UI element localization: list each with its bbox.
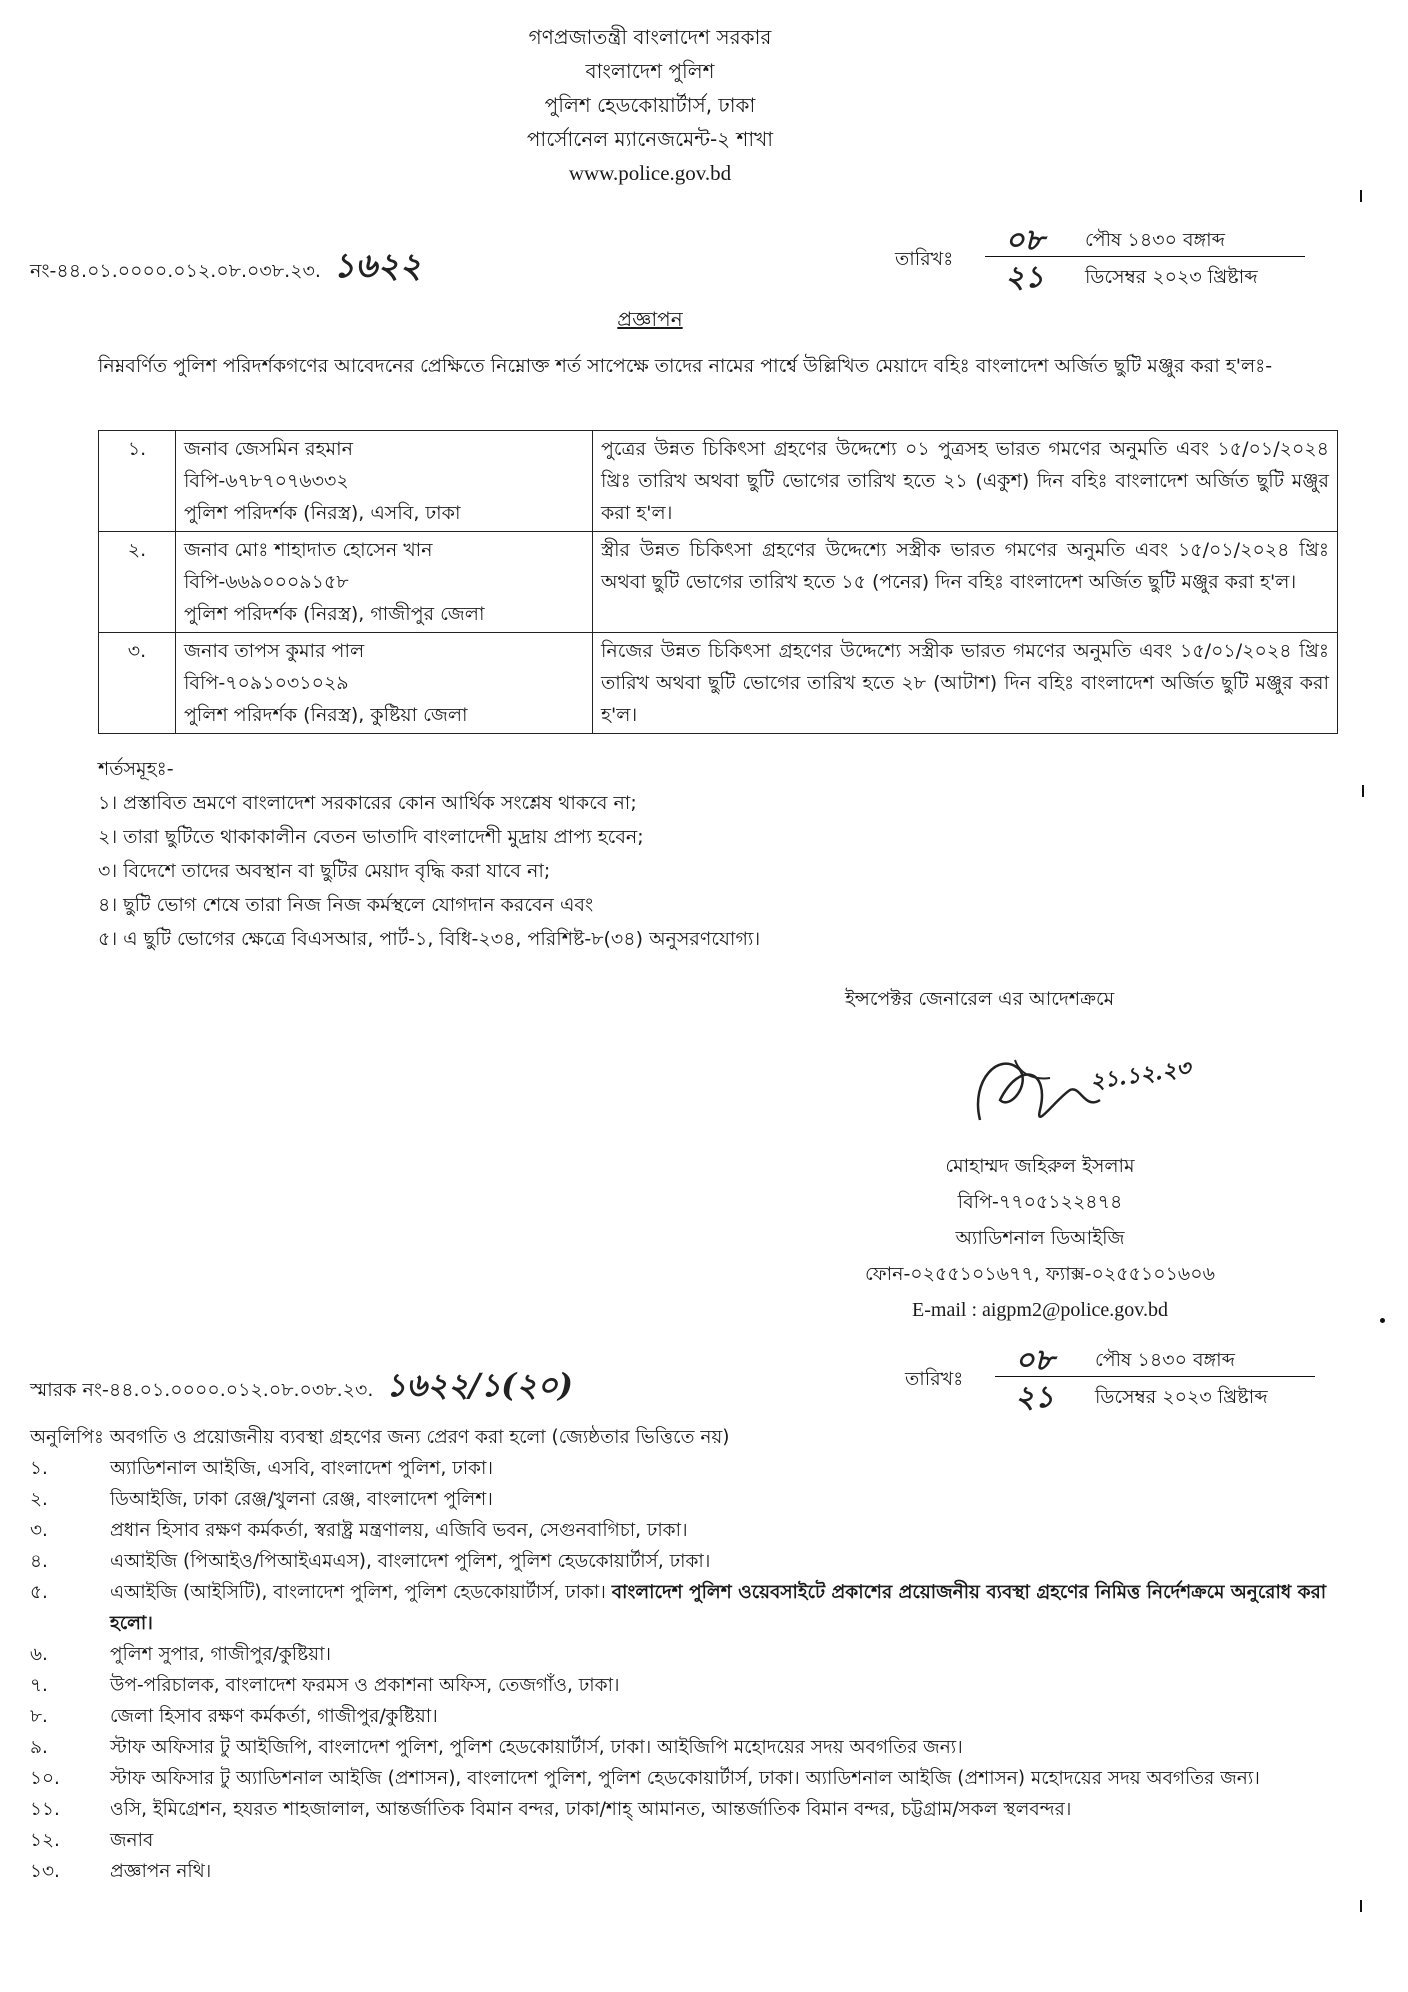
memo-date-bengali-text: পৌষ ১৪৩০ বঙ্গাব্দ xyxy=(1095,1349,1235,1371)
copy-distribution xyxy=(30,1422,1360,1887)
list-number: ৯. xyxy=(30,1737,48,1758)
list-item xyxy=(30,1763,1360,1794)
memo-number xyxy=(30,1360,573,1414)
scan-speck xyxy=(1360,190,1362,202)
list-item xyxy=(30,1515,1360,1546)
list-text: জনাব xyxy=(110,1830,154,1851)
table-row xyxy=(99,532,1338,633)
date-english-row xyxy=(985,257,1305,293)
list-item xyxy=(30,1701,1360,1732)
list-text: ওসি, ইমিগ্রেশন, হযরত শাহজালাল, আন্তর্জাতিক বিমান বন্দর, ঢাকা/শাহ্ আমানত, আন্তর্জাতিক বিমান বন্দর, চট্টগ্রাম/সকল স্থলবন্দর। xyxy=(110,1799,1072,1820)
list-item xyxy=(30,1639,1360,1670)
conditions-block xyxy=(98,752,760,956)
condition-item: ২। তারা ছুটিতে থাকাকালীন বেতন ভাতাদি বাংলাদেশী মুদ্রায় প্রাপ্য হবেন; xyxy=(98,826,644,848)
headquarters-name: পুলিশ হেডকোয়ার্টার্স, ঢাকা xyxy=(544,93,756,117)
scan-speck xyxy=(1362,785,1364,797)
list-number: ৬. xyxy=(30,1644,48,1665)
list-number: ১১. xyxy=(30,1799,60,1820)
officer-cell xyxy=(176,532,593,633)
list-text: জেলা হিসাব রক্ষণ কর্মকর্তা, গাজীপুর/কুষ্টিয়া। xyxy=(110,1706,438,1727)
govt-name: গণপ্রজাতন্ত্রী বাংলাদেশ সরকার xyxy=(528,25,772,49)
condition-item: ৫। এ ছুটি ভোগের ক্ষেত্রে বিএসআর, পার্ট-১, বিধি-২৩৪, পরিশিষ্ট-৮(৩৪) অনুসরণযোগ্য। xyxy=(98,928,761,950)
serial-cell: ১. xyxy=(99,431,176,532)
officer-bp: বিপি-৭০৯১০৩১০২৯ xyxy=(184,672,349,694)
list-text: স্টাফ অফিসার টু অ্যাডিশনাল আইজি (প্রশাসন), বাংলাদেশ পুলিশ, পুলিশ হেডকোয়ার্টার্স, ঢাকা। অ্যাডিশনাল আইজি (প্রশাসন) মহোদয়ের সদয় অবগতির জন্য। xyxy=(110,1768,1260,1789)
list-text: ডিআইজি, ঢাকা রেঞ্জ/খুলনা রেঞ্জ, বাংলাদেশ পুলিশ। xyxy=(110,1489,493,1510)
officer-cell xyxy=(176,633,593,734)
officer-bp: বিপি-৬৭৮৭০৭৬৩৩২ xyxy=(184,470,349,492)
handwritten-en-day: ২১ xyxy=(1005,260,1044,295)
list-item xyxy=(30,1453,1360,1484)
notice-title: প্রজ্ঞাপন xyxy=(617,307,683,331)
serial-cell: ২. xyxy=(99,532,176,633)
conditions-heading: শর্তসমূহঃ- xyxy=(98,758,174,780)
list-number: ১২. xyxy=(30,1830,60,1851)
officer-name: জনাব তাপস কুমার পাল xyxy=(184,640,365,662)
order-line: ইন্সপেক্টর জেনারেল এর আদেশক্রমে xyxy=(845,988,1115,1010)
list-item xyxy=(30,1546,1360,1577)
officer-post: পুলিশ পরিদর্শক (নিরস্ত্র), কুষ্টিয়া জেলা xyxy=(184,704,468,726)
memo-date-english-row xyxy=(995,1377,1315,1413)
website-url: www.police.gov.bd xyxy=(568,161,732,185)
list-item xyxy=(30,1732,1360,1763)
table-row xyxy=(99,633,1338,734)
signatory-name: মোহাম্মদ জহিরুল ইসলাম xyxy=(945,1155,1135,1177)
date-bengali-text: পৌষ ১৪৩০ বঙ্গাব্দ xyxy=(1085,229,1225,251)
list-number: ৭. xyxy=(30,1675,48,1696)
list-number: ১৩. xyxy=(30,1861,60,1882)
officer-post: পুলিশ পরিদর্শক (নিরস্ত্র), এসবি, ঢাকা xyxy=(184,502,461,524)
list-number: ২. xyxy=(30,1489,48,1510)
reference-number xyxy=(30,240,421,297)
table-row xyxy=(99,431,1338,532)
date-label: তারিখঃ xyxy=(895,248,954,270)
handwritten-memo-number: ১৬২২/১(২০) xyxy=(385,1366,573,1404)
list-number: ৩. xyxy=(30,1520,48,1541)
list-text: পুলিশ সুপার, গাজীপুর/কুষ্টিয়া। xyxy=(110,1644,332,1665)
letterhead xyxy=(0,20,1300,190)
list-text: স্টাফ অফিসার টু আইজিপি, বাংলাদেশ পুলিশ, পুলিশ হেডকোয়ার্টার্স, ঢাকা। আইজিপি মহোদয়ের সদয় অবগতির জন্য। xyxy=(110,1737,963,1758)
memo-number-text: স্মারক নং-৪৪.০১.০০০০.০১২.০৮.০৩৮.২৩. xyxy=(30,1379,374,1401)
signature xyxy=(960,1040,1240,1150)
reference-number-text: নং-৪৪.০১.০০০০.০১২.০৮.০৩৮.২৩. xyxy=(30,260,321,282)
list-number: ৮. xyxy=(30,1706,48,1727)
list-text: উপ-পরিচালক, বাংলাদেশ ফরমস ও প্রকাশনা অফিস, তেজগাঁও, ঢাকা। xyxy=(110,1675,620,1696)
section-name: পার্সোনেল ম্যানেজমেন্ট-২ শাখা xyxy=(526,127,774,151)
list-item xyxy=(30,1856,1360,1887)
scan-speck xyxy=(1380,1318,1385,1323)
signatory-designation: অ্যাডিশনাল ডিআইজি xyxy=(955,1227,1125,1249)
copy-intro: অনুলিপিঃ অবগতি ও প্রয়োজনীয় ব্যবস্থা গ্রহণের জন্য প্রেরণ করা হলো (জ্যেষ্ঠতার ভিত্তিতে নয়) xyxy=(30,1427,730,1448)
list-text: অ্যাডিশনাল আইজি, এসবি, বাংলাদেশ পুলিশ, ঢাকা। xyxy=(110,1458,493,1479)
handwritten-ref-number: ১৬২২ xyxy=(332,246,422,286)
list-text: এআইজি (পিআইও/পিআইএমএস), বাংলাদেশ পুলিশ, পুলিশ হেডকোয়ার্টার্স, ঢাকা। xyxy=(110,1551,711,1572)
list-number: ৪. xyxy=(30,1551,48,1572)
serial-cell: ৩. xyxy=(99,633,176,734)
officer-name: জনাব মোঃ শাহাদাত হোসেন খান xyxy=(184,539,433,561)
signatory-email: E-mail : aigpm2@police.gov.bd xyxy=(912,1299,1168,1321)
intro-paragraph: নিম্নবর্ণিত পুলিশ পরিদর্শকগণের আবেদনের প্রেক্ষিতে নিম্নোক্ত শর্ত সাপেক্ষে তাদের নামের পার্শ্বে উল্লিখিত মেয়াদে বহিঃ বাংলাদেশ অর্জিত ছুটি মঞ্জুর করা হ'লঃ- xyxy=(98,355,1273,377)
officer-name: জনাব জেসমিন রহমান xyxy=(184,438,353,460)
officer-cell xyxy=(176,431,593,532)
signatory-phone: ফোন-০২৫৫১০১৬৭৭, ফ্যাক্স-০২৫৫১০১৬০৬ xyxy=(865,1263,1215,1285)
leave-details-cell: স্ত্রীর উন্নত চিকিৎসা গ্রহণের উদ্দেশ্যে সস্ত্রীক ভারত গমণের অনুমতি এবং ১৫/০১/২০২৪ খ্রিঃ অথবা ছুটি ভোগের তারিখ হতে ১৫ (পনের) দিন বহিঃ বাংলাদেশ অর্জিত ছুটি মঞ্জুর করা হ'ল। xyxy=(593,532,1338,633)
list-item xyxy=(30,1825,1360,1856)
department-name: বাংলাদেশ পুলিশ xyxy=(585,59,715,83)
officer-bp: বিপি-৬৬৯০০০৯১৫৮ xyxy=(184,571,349,593)
handwritten-bn-day: ০৮ xyxy=(1005,223,1044,258)
signatory-block xyxy=(820,1148,1260,1328)
memo-date-block xyxy=(995,1340,1315,1413)
date-english-text: ডিসেম্বর ২০২৩ খ্রিষ্টাব্দ xyxy=(1085,266,1258,288)
memo-date-label: তারিখঃ xyxy=(905,1368,964,1390)
list-item xyxy=(30,1484,1360,1515)
list-number: ১. xyxy=(30,1458,48,1479)
list-text: এআইজি (আইসিটি), বাংলাদেশ পুলিশ, পুলিশ হেডকোয়ার্টার্স, ঢাকা। xyxy=(110,1582,612,1603)
signature-date: ২১.১২.২৩ xyxy=(1088,1055,1193,1095)
leave-details-cell: নিজের উন্নত চিকিৎসা গ্রহণের উদ্দেশ্যে সস্ত্রীক ভারত গমণের অনুমতি এবং ১৫/০১/২০২৪ খ্রিঃ তারিখ অথবা ছুটি ভোগের তারিখ হতে ২৮ (আটাশ) দিন বহিঃ বাংলাদেশ অর্জিত ছুটি মঞ্জুর করা হ'ল। xyxy=(593,633,1338,734)
leave-details-cell: পুত্রের উন্নত চিকিৎসা গ্রহণের উদ্দেশ্যে ০১ পুত্রসহ ভারত গমণের অনুমতি এবং ১৫/০১/২০২৪ খ্রিঃ তারিখ অথবা ছুটি ভোগের তারিখ হতে ২১ (একুশ) দিন বহিঃ বাংলাদেশ অর্জিত ছুটি মঞ্জুর করা হ'ল। xyxy=(593,431,1338,532)
scan-speck xyxy=(1360,1900,1362,1912)
memo-handwritten-en-day: ২১ xyxy=(1015,1380,1054,1415)
memo-handwritten-bn-day: ০৮ xyxy=(1015,1343,1054,1378)
list-text-bold: বাংলাদেশ পুলিশ ওয়েবসাইটে প্রকাশের প্রয়োজনীয় ব্যবস্থা গ্রহণের নিমিত্ত নির্দেশক্রমে অনুরোধ করা হলো। xyxy=(110,1582,1327,1634)
list-item xyxy=(30,1670,1360,1701)
list-text-wrap xyxy=(110,1577,1360,1639)
condition-item: ১। প্রস্তাবিত ভ্রমণে বাংলাদেশ সরকারের কোন আর্থিক সংশ্লেষ থাকবে না; xyxy=(98,792,637,814)
condition-item: ৪। ছুটি ভোগ শেষে তারা নিজ নিজ কর্মস্থলে যোগদান করবেন এবং xyxy=(98,894,594,916)
condition-item: ৩। বিদেশে তাদের অবস্থান বা ছুটির মেয়াদ বৃদ্ধি করা যাবে না; xyxy=(98,860,551,882)
officer-post: পুলিশ পরিদর্শক (নিরস্ত্র), গাজীপুর জেলা xyxy=(184,603,485,625)
memo-date-english-text: ডিসেম্বর ২০২৩ খ্রিষ্টাব্দ xyxy=(1095,1386,1268,1408)
list-text: প্রধান হিসাব রক্ষণ কর্মকর্তা, স্বরাষ্ট্র মন্ত্রণালয়, এজিবি ভবন, সেগুনবাগিচা, ঢাকা। xyxy=(110,1520,688,1541)
list-item xyxy=(30,1794,1360,1825)
list-item xyxy=(30,1577,1360,1639)
list-text: প্রজ্ঞাপন নথি। xyxy=(110,1861,212,1882)
list-number: ৫. xyxy=(30,1582,48,1603)
date-block xyxy=(985,220,1305,293)
signatory-bp: বিপি-৭৭০৫১২২৪৭৪ xyxy=(957,1191,1123,1213)
leave-grant-table xyxy=(98,430,1338,734)
memo-date-bengali-row xyxy=(995,1340,1315,1376)
date-bengali-row xyxy=(985,220,1305,256)
list-number: ১০. xyxy=(30,1768,60,1789)
